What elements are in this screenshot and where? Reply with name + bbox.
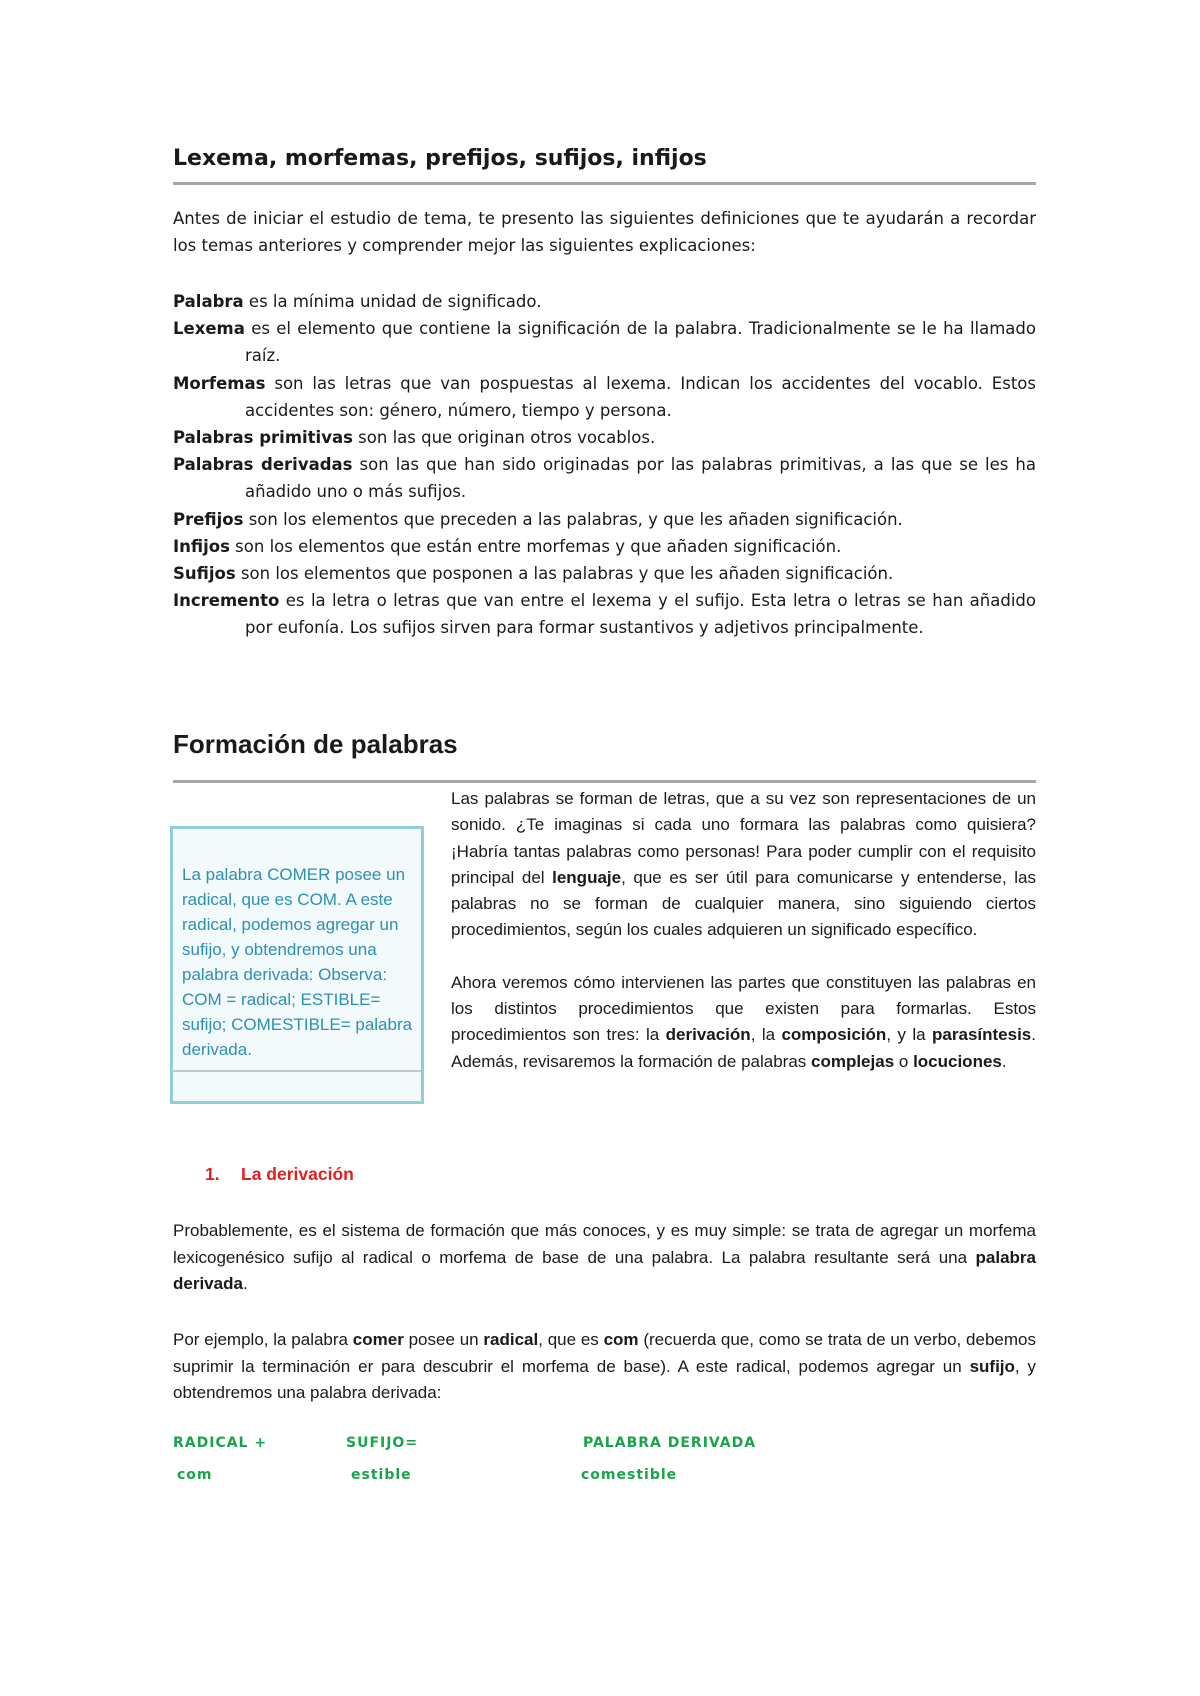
definition-text: son las que han sido originadas por las palabras primitivas, a las que se les ha añadido uno o más sufijos.	[245, 455, 1036, 502]
definition-item	[173, 560, 1036, 587]
text-run: o	[894, 1051, 914, 1071]
paragraph-ejemplo	[173, 1327, 1036, 1407]
subheading-label: La derivación	[241, 1164, 354, 1184]
example-value-sufijo: estible	[351, 1467, 412, 1483]
example-header-derivada: PALABRA DERIVADA	[583, 1435, 757, 1451]
text-run: Por ejemplo, la palabra	[173, 1330, 353, 1349]
subheading-number: 1.	[205, 1164, 220, 1184]
definition-term: Prefijos	[173, 509, 244, 529]
paragraph-derivacion	[173, 1218, 1036, 1298]
text-run: , que es	[538, 1330, 604, 1349]
definition-term: Morfemas	[173, 373, 266, 393]
definition-text: son los elementos que preceden a las palabras, y que les añaden significación.	[243, 509, 903, 529]
definition-term: Palabra	[173, 292, 244, 311]
bold-term: palabra derivada	[173, 1247, 1036, 1294]
definition-item	[173, 506, 1036, 533]
bold-term: radical	[483, 1330, 539, 1349]
bold-term: com	[603, 1330, 639, 1349]
paragraph-letras	[451, 786, 1036, 944]
sidebar-note-text: La palabra COMER posee un radical, que es COM. A este radical, podemos agregar un sufijo, y obtendremos una palabra derivada: Observa: COM = radical; ESTIBLE= sufijo; COMESTIBLE= palabra derivada.	[182, 865, 413, 1059]
bold-term: derivación	[665, 1025, 751, 1045]
definition-term: Palabras derivadas	[173, 455, 353, 475]
definition-item	[173, 424, 1036, 451]
heading-rule	[173, 780, 1036, 783]
sidebar-divider	[173, 1070, 421, 1072]
definition-text: son los elementos que están entre morfemas y que añaden significación.	[229, 536, 842, 556]
text-run: .	[242, 1274, 248, 1294]
definition-item	[173, 587, 1036, 641]
example-header-radical: RADICAL +	[173, 1435, 268, 1451]
section-title-lexema: Lexema, morfemas, prefijos, sufijos, infijos	[173, 146, 707, 171]
definition-item	[173, 315, 1036, 369]
intro-column	[451, 786, 1036, 1075]
bold-term: composición	[781, 1025, 887, 1045]
text-run: , la	[750, 1025, 782, 1045]
intro-paragraph: Antes de iniciar el estudio de tema, te presento las siguientes definiciones que te ayudarán a recordar los temas anteriores y comprender mejor las siguientes explicaciones:	[173, 209, 1036, 255]
bold-term: complejas	[811, 1051, 895, 1071]
example-header-sufijo: SUFIJO=	[346, 1435, 419, 1451]
bold-term: comer	[352, 1330, 404, 1349]
bold-term: locuciones	[913, 1051, 1002, 1071]
text-run: Probablemente, es el sistema de formación que más conoces, y es muy simple: se trata de agregar un morfema lexicogenésico sufijo al radical o morfema de base de una palabra. La palabra resultante será una	[173, 1221, 1036, 1267]
bold-term: parasíntesis	[932, 1025, 1032, 1045]
text-run: Las palabras se forman de letras, que a su vez son representaciones de un sonido. ¿Te imaginas si cada uno formara las palabras como quisiera? ¡Habría tantas palabras como personas! Para poder cumplir con el requisito principal del	[451, 789, 1036, 887]
example-value-radical: com	[177, 1467, 213, 1483]
definition-text: son las que originan otros vocablos.	[352, 428, 656, 448]
definition-text: es la mínima unidad de significado.	[243, 292, 542, 311]
definition-term: Infijos	[173, 536, 230, 556]
definition-item	[173, 370, 1036, 424]
definition-item	[173, 288, 1036, 315]
text-run: , que es ser útil para comunicarse y entenderse, las palabras no se forman de cualquier manera, sino siguiendo ciertos procedimientos, según los cuales adquieren un significado específico.	[451, 867, 1036, 940]
text-run: (recuerda que, como se trata de un verbo, debemos suprimir la terminación er para descubrir el morfema de base). A este radical, podemos agregar un	[173, 1330, 1036, 1376]
definition-term: Lexema	[173, 319, 245, 339]
definition-text: son las letras que van pospuestas al lexema. Indican los accidentes del vocablo. Estos accidentes son: género, número, tiempo y persona.	[245, 373, 1036, 420]
heading-rule	[173, 182, 1036, 185]
text-run: Ahora veremos cómo intervienen las partes que constituyen las palabras en los distintos procedimientos que existen para formarlas. Estos procedimientos son tres: la	[451, 972, 1036, 1045]
text-run: .	[1001, 1051, 1007, 1071]
definition-term: Incremento	[173, 591, 280, 611]
subheading-derivacion	[205, 1164, 354, 1185]
sidebar-note-box	[170, 826, 424, 1104]
text-run: . Además, revisaremos la formación de palabras	[451, 1025, 1036, 1071]
text-run: posee un	[403, 1330, 484, 1349]
definition-item	[173, 533, 1036, 560]
definition-item	[173, 451, 1036, 505]
definition-text: son los elementos que posponen a las palabras y que les añaden significación.	[235, 564, 894, 584]
bold-term: sufijo	[969, 1356, 1015, 1376]
definition-text: es la letra o letras que van entre el lexema y el sufijo. Esta letra o letras se han añadido por eufonía. Los sufijos sirven para formar sustantivos y adjetivos principalmente.	[245, 591, 1036, 638]
text-run: , y obtendremos una palabra derivada:	[173, 1356, 1036, 1403]
text-run: , y la	[886, 1025, 933, 1045]
definition-term: Sufijos	[173, 564, 236, 584]
section-title-formacion: Formación de palabras	[173, 729, 458, 759]
definitions-list	[173, 288, 1036, 642]
paragraph-procedimientos	[451, 970, 1036, 1075]
bold-term: lenguaje	[552, 867, 622, 887]
definition-text: es el elemento que contiene la significación de la palabra. Tradicionalmente se le ha llamado raíz.	[244, 319, 1036, 366]
example-value-derivada: comestible	[581, 1467, 678, 1483]
definition-term: Palabras primitivas	[173, 428, 353, 448]
